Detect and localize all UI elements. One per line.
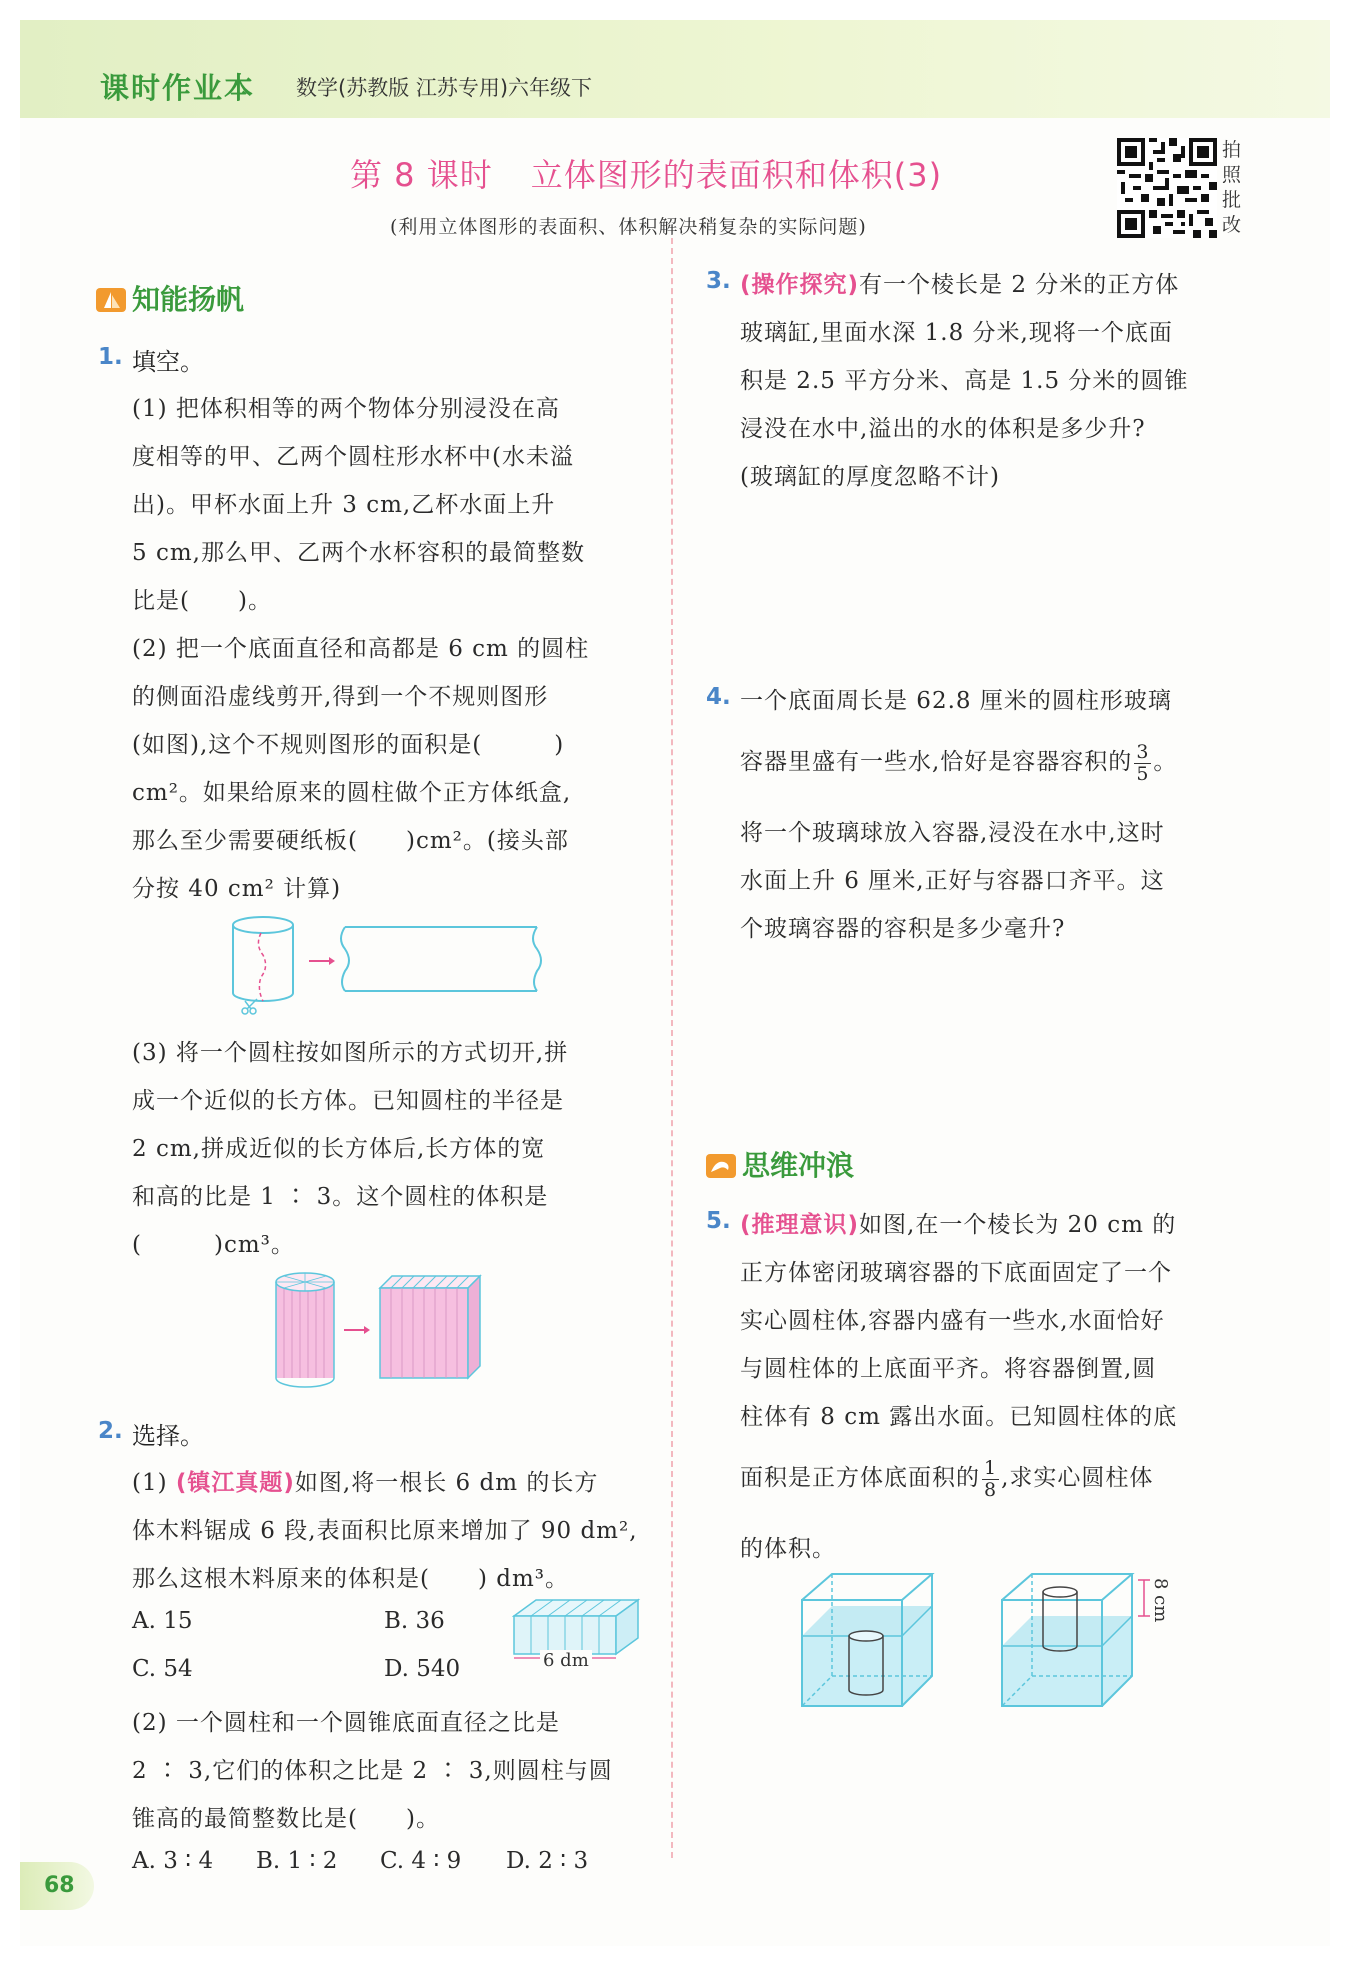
column-divider bbox=[671, 238, 673, 1858]
q5-line: 的体积。 bbox=[740, 1536, 836, 1562]
q2-2-option-c[interactable]: C. 4 ∶ 9 bbox=[380, 1848, 462, 1874]
q4-line: 个玻璃容器的容积是多少毫升? bbox=[740, 916, 1066, 942]
q3-tag: (操作探究) bbox=[740, 272, 860, 298]
q1-p1-line: 度相等的甲、乙两个圆柱形水杯中(水未溢 bbox=[132, 444, 574, 470]
height-label-8cm: 8 cm bbox=[1150, 1578, 1171, 1623]
q2-p1-line: 那么这根木料原来的体积是( ) dm³。 bbox=[132, 1566, 570, 1592]
question-3-number: 3. bbox=[706, 268, 731, 294]
q2-p1-line: 体木料锯成 6 段,表面积比原来增加了 90 dm², bbox=[132, 1518, 638, 1544]
q2-2-option-d[interactable]: D. 2 ∶ 3 bbox=[506, 1848, 589, 1874]
section-heading-zhineng: 知能扬帆 bbox=[96, 278, 244, 321]
q3-line: (操作探究)有一个棱长是 2 分米的正方体 bbox=[740, 272, 1180, 298]
section-heading-siwei: 思维冲浪 bbox=[706, 1144, 854, 1187]
q4-line: 水面上升 6 厘米,正好与容器口齐平。这 bbox=[740, 868, 1165, 894]
q2-1-option-a[interactable]: A. 15 bbox=[132, 1608, 193, 1634]
q2-1-option-b[interactable]: B. 36 bbox=[384, 1608, 445, 1634]
q1-p3-line: (3) 将一个圆柱按如图所示的方式切开,拼 bbox=[132, 1040, 569, 1066]
cylinder-to-cuboid-figure bbox=[270, 1270, 500, 1390]
q2-p2-line: (2) 一个圆柱和一个圆锥底面直径之比是 bbox=[132, 1710, 560, 1736]
q1-p2-line: 的侧面沿虚线剪开,得到一个不规则图形 bbox=[132, 684, 549, 710]
q2-p1-line: (1) (镇江真题)如图,将一根长 6 dm 的长方 bbox=[132, 1470, 599, 1496]
sail-icon bbox=[96, 286, 126, 321]
q1-p1-line: 5 cm,那么甲、乙两个水杯容积的最简整数 bbox=[132, 540, 585, 566]
q2-2-option-a[interactable]: A. 3 ∶ 4 bbox=[132, 1848, 214, 1874]
q1-p1-line: 比是( )。 bbox=[132, 588, 272, 614]
q2-1-option-c[interactable]: C. 54 bbox=[132, 1656, 193, 1682]
q5-tag: (推理意识) bbox=[740, 1212, 860, 1238]
page-number: 68 bbox=[20, 1862, 94, 1910]
q1-p3-line: 和高的比是 1 ∶ 3。这个圆柱的体积是 bbox=[132, 1184, 549, 1210]
question-1-number: 1. bbox=[98, 344, 123, 370]
q3-line: (玻璃缸的厚度忽略不计) bbox=[740, 464, 1000, 490]
q1-p1-line: (1) 把体积相等的两个物体分别浸没在高 bbox=[132, 396, 560, 422]
q3-line: 玻璃缸,里面水深 1.8 分米,现将一个底面 bbox=[740, 320, 1173, 346]
brand-title: 课时作业本 bbox=[100, 71, 256, 105]
lesson-title bbox=[350, 150, 942, 196]
q1-p3-line: ( )cm³。 bbox=[132, 1232, 295, 1258]
q4-line: 将一个玻璃球放入容器,浸没在水中,这时 bbox=[740, 820, 1165, 846]
q1-p2-line: cm²。如果给原来的圆柱做个正方体纸盒, bbox=[132, 780, 572, 806]
question-2-number: 2. bbox=[98, 1418, 123, 1444]
question-4-number: 4. bbox=[706, 684, 731, 710]
q5-line: 柱体有 8 cm 露出水面。已知圆柱体的底 bbox=[740, 1404, 1178, 1430]
q2-2-option-b[interactable]: B. 1 ∶ 2 bbox=[256, 1848, 338, 1874]
book-subject: 数学(苏教版 江苏专用)六年级下 bbox=[296, 76, 593, 100]
q2-1-option-d[interactable]: D. 540 bbox=[384, 1656, 461, 1682]
cylinder-unroll-figure bbox=[225, 915, 545, 1020]
q1-p2-line: (2) 把一个底面直径和高都是 6 cm 的圆柱 bbox=[132, 636, 590, 662]
q5-line: 实心圆柱体,容器内盛有一些水,水面恰好 bbox=[740, 1308, 1165, 1334]
lesson-name: 立体图形的表面积和体积(3) bbox=[530, 156, 943, 194]
q1-p2-line: 那么至少需要硬纸板( )cm²。(接头部 bbox=[132, 828, 569, 854]
wave-icon bbox=[706, 1152, 736, 1187]
q2-source-tag: (镇江真题) bbox=[175, 1470, 295, 1496]
qr-code-icon[interactable] bbox=[1117, 138, 1217, 238]
q1-p3-line: 成一个近似的长方体。已知圆柱的半径是 bbox=[132, 1088, 564, 1114]
q1-p3-line: 2 cm,拼成近似的长方体后,长方体的宽 bbox=[132, 1136, 546, 1162]
q3-line: 积是 2.5 平方分米、高是 1.5 分米的圆锥 bbox=[740, 368, 1189, 394]
question-2-head: 选择。 bbox=[132, 1422, 204, 1450]
q3-line: 浸没在水中,溢出的水的体积是多少升? bbox=[740, 416, 1146, 442]
lesson-subtitle: (利用立体图形的表面积、体积解决稍复杂的实际问题) bbox=[390, 216, 867, 238]
q1-p2-line: (如图),这个不规则图形的面积是( ) bbox=[132, 732, 565, 758]
q5-line: 与圆柱体的上底面平齐。将容器倒置,圆 bbox=[740, 1356, 1157, 1382]
q4-line: 一个底面周长是 62.8 厘米的圆柱形玻璃 bbox=[740, 688, 1172, 714]
q1-p1-line: 出)。甲杯水面上升 3 cm,乙杯水面上升 bbox=[132, 492, 556, 518]
q1-p2-line: 分按 40 cm² 计算) bbox=[132, 876, 342, 902]
q5-line: (推理意识)如图,在一个棱长为 20 cm 的 bbox=[740, 1212, 1177, 1238]
wood-bar-figure bbox=[512, 1598, 642, 1678]
lesson-number: 第 8 课时 bbox=[350, 156, 493, 194]
cube-container-figure bbox=[796, 1572, 1186, 1712]
q5-line-with-fraction: 面积是正方体底面积的 $\frac{1}{8}$ ,求实心圆柱体 bbox=[740, 1456, 1154, 1501]
fraction-three-fifths: $\frac{3}{5}$ bbox=[1136, 740, 1150, 785]
fraction-one-eighth: $\frac{1}{8}$ bbox=[984, 1456, 998, 1501]
qr-label: 拍照批改 bbox=[1222, 139, 1242, 236]
wood-bar-length-label: 6 dm bbox=[540, 1650, 592, 1671]
q4-line-with-fraction: 容器里盛有一些水,恰好是容器容积的 $\frac{3}{5}$ 。 bbox=[740, 740, 1178, 785]
question-1-head: 填空。 bbox=[132, 348, 204, 376]
q2-p2-line: 2 ∶ 3,它们的体积之比是 2 ∶ 3,则圆柱与圆 bbox=[132, 1758, 613, 1784]
question-5-number: 5. bbox=[706, 1208, 731, 1234]
q5-line: 正方体密闭玻璃容器的下底面固定了一个 bbox=[740, 1260, 1172, 1286]
q2-p2-line: 锥高的最简整数比是( )。 bbox=[132, 1806, 440, 1832]
